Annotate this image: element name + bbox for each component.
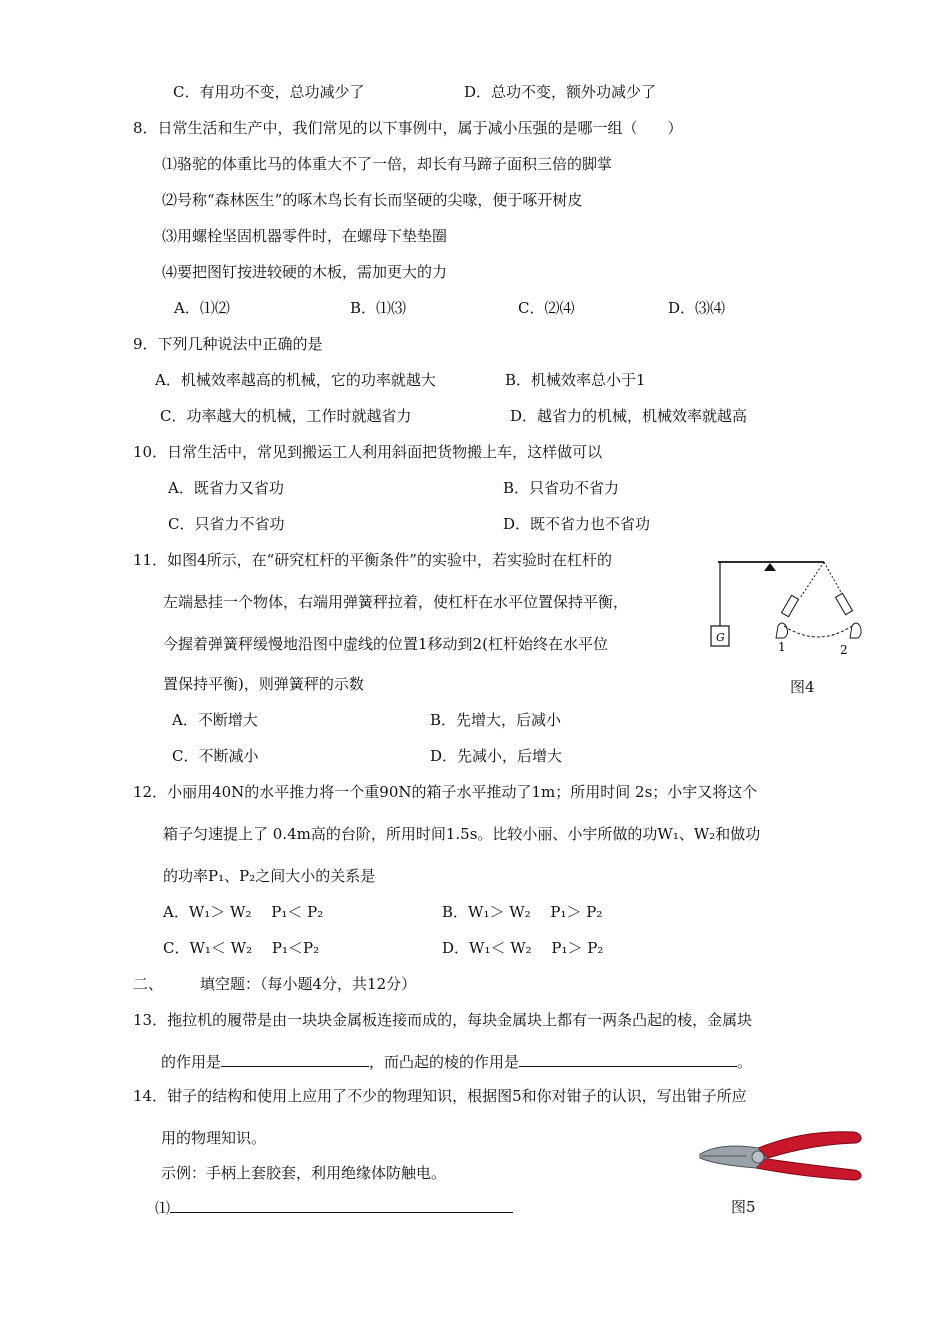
pliers-figure-5	[694, 1124, 866, 1186]
q9-option-b: B．机械效率总小于1	[505, 371, 646, 389]
q8-item-4: ⑷要把图钉按进较硬的木板，需加更大的力	[162, 263, 448, 281]
q12-option-c: C．W₁＜ W₂ P₁＜P₂	[163, 939, 320, 957]
q7-option-d: D．总功不变，额外功减少了	[464, 83, 657, 101]
q10-option-c: C．只省力不省功	[168, 515, 285, 533]
q8-item-1: ⑴骆驼的体重比马的体重大不了一倍，却长有马蹄子面积三倍的脚掌	[162, 155, 613, 173]
q12-line-1: 12．小丽用40N的水平推力将一个重90N的箱子水平推动了1m；所用时间 2s；小宇又将这个	[133, 783, 758, 801]
q8-item-3: ⑶用螺栓坚固机器零件时，在螺母下垫垫圈	[162, 227, 448, 245]
q14-example: 示例：手柄上套胶套，利用绝缘体防触电。	[161, 1164, 447, 1182]
q10-option-a: A．既省力又省功	[168, 479, 284, 497]
q11-option-b: B．先增大，后减小	[430, 711, 562, 729]
q13-text-part-1: 的作用是	[161, 1053, 222, 1071]
q8-option-d: D．⑶⑷	[668, 299, 726, 317]
q10-option-d: D．既不省力也不省功	[503, 515, 651, 533]
q10-option-b: B．只省功不省力	[503, 479, 620, 497]
weight-label: G	[716, 631, 725, 644]
pliers-image	[694, 1124, 866, 1186]
q13-line-1: 13．拖拉机的履带是由一块块金属板连接而成的，每块金属块上都有一两条凸起的棱，金属块	[133, 1011, 753, 1029]
q13-answer-blank-2[interactable]	[519, 1052, 737, 1067]
q12-line-3: 的功率P₁、P₂之间大小的关系是	[163, 867, 376, 885]
figure-4-caption: 图4	[790, 678, 815, 696]
q12-option-a: A．W₁＞ W₂ P₁＜ P₂	[163, 903, 324, 921]
q8-option-c: C．⑵⑷	[518, 299, 575, 317]
q9-option-a: A．机械效率越高的机械，它的功率就越大	[155, 371, 436, 389]
q14-item-1	[155, 1198, 513, 1218]
q14-line-1: 14．钳子的结构和使用上应用了不少的物理知识，根据图5和你对钳子的认识，写出钳子所应	[133, 1087, 747, 1105]
q8-option-b: B．⑴⑶	[350, 299, 407, 317]
position-1-label: 1	[778, 640, 786, 654]
position-2-label: 2	[840, 643, 848, 657]
q13-answer-blank-1[interactable]	[221, 1052, 369, 1067]
q8-option-a: A．⑴⑵	[174, 299, 230, 317]
q9-option-d: D．越省力的机械，机械效率就越高	[510, 407, 748, 425]
q9-stem: 9．下列几种说法中正确的是	[133, 335, 323, 353]
q11-line-3: 今握着弹簧秤缓慢地沿图中虚线的位置1移动到2(杠杆始终在水平位	[163, 635, 608, 653]
q8-stem: 8．日常生活和生产中，我们常见的以下事例中，属于减小压强的是哪一组（ ）	[133, 119, 683, 137]
lever-diagram	[706, 550, 886, 662]
q10-stem: 10．日常生活中，常见到搬运工人利用斜面把货物搬上车，这样做可以	[133, 443, 603, 461]
q14-item-1-label: ⑴	[155, 1199, 171, 1217]
q11-option-d: D．先减小，后增大	[430, 747, 563, 765]
q12-option-d: D．W₁＜ W₂ P₁＞ P₂	[442, 939, 604, 957]
q11-line-4: 置保持平衡)，则弹簧秤的示数	[163, 675, 364, 693]
section-2-number: 二、	[133, 975, 164, 993]
q13-line-2	[161, 1052, 752, 1072]
q12-line-2: 箱子匀速提上了 0.4m高的台阶，所用时间1.5s。比较小丽、小宇所做的功W₁、W₂和做功	[163, 825, 761, 843]
lever-figure-4	[706, 550, 886, 662]
q14-answer-blank-1[interactable]	[170, 1198, 513, 1213]
q11-line-2: 左端悬挂一个物体，右端用弹簧秤拉着，使杠杆在水平位置保持平衡，	[163, 593, 629, 611]
q9-option-c: C．功率越大的机械，工作时就越省力	[160, 407, 412, 425]
q7-option-c: C．有用功不变，总功减少了	[173, 83, 365, 101]
q12-option-b: B．W₁＞ W₂ P₁＞ P₂	[442, 903, 603, 921]
section-2-title: 填空题：（每小题4分，共12分）	[200, 975, 417, 993]
figure-5-caption: 图5	[731, 1198, 756, 1216]
q8-item-2: ⑵号称“森林医生”的啄木鸟长有长而坚硬的尖喙，便于啄开树皮	[162, 191, 583, 209]
q11-option-a: A．不断增大	[172, 711, 258, 729]
q14-line-2: 用的物理知识。	[161, 1129, 267, 1147]
q11-line-1: 11．如图4所示，在“研究杠杆的平衡条件”的实验中，若实验时在杠杆的	[133, 551, 612, 569]
q13-text-part-2: ，而凸起的棱的作用是	[369, 1053, 520, 1071]
q13-text-part-3: 。	[737, 1053, 753, 1071]
q11-option-c: C．不断减小	[172, 747, 259, 765]
